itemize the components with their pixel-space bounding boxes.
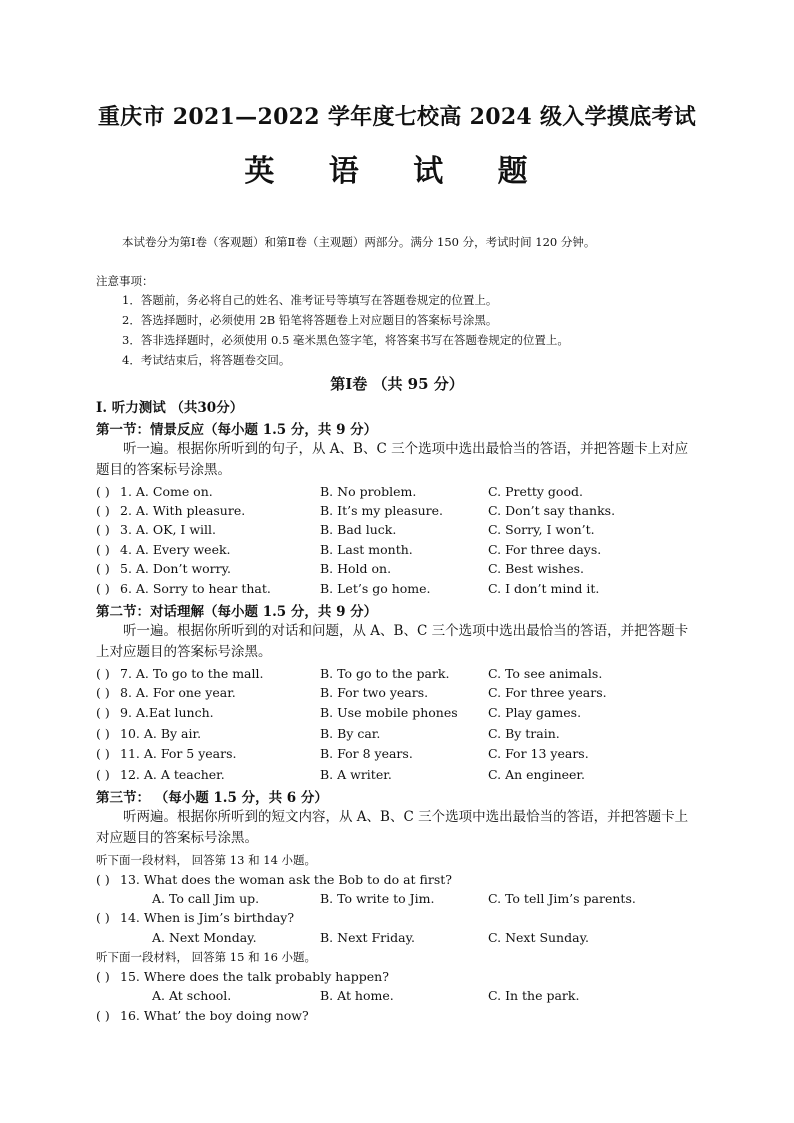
answer-blank[interactable]: ( ) — [96, 910, 110, 925]
option-c: C. An engineer. — [488, 767, 585, 782]
option-b: B. It’s my pleasure. — [320, 503, 444, 518]
options-row — [96, 988, 716, 1006]
question-stem: 13. What does the woman ask the Bob to do at first? — [120, 872, 452, 887]
question-row — [96, 484, 716, 502]
option-b: B. Let’s go home. — [320, 581, 431, 596]
option-a: A. To call Jim up. — [152, 891, 260, 906]
question-row — [96, 969, 716, 987]
question-stem: 16. What’ the boy doing now? — [120, 1008, 309, 1023]
answer-blank[interactable]: ( ) — [96, 969, 110, 984]
answer-blank[interactable]: ( ) — [96, 561, 110, 576]
question-row — [96, 542, 716, 560]
option-a: 11. A. For 5 years. — [120, 746, 237, 761]
option-a: A. Next Monday. — [152, 930, 257, 945]
material-note: 听下面一段材料， 回答第 15 和 16 小题。 — [96, 950, 317, 964]
option-a: 1. A. Come on. — [120, 484, 213, 499]
option-c: C. To see animals. — [488, 666, 603, 681]
option-c: C. Play games. — [488, 705, 582, 720]
question-row — [96, 767, 716, 785]
answer-blank[interactable]: ( ) — [96, 522, 110, 537]
option-b: B. Use mobile phones — [320, 705, 458, 720]
option-a: 5. A. Don’t worry. — [120, 561, 231, 576]
option-c: C. Sorry, I won’t. — [488, 522, 595, 537]
option-a: 4. A. Every week. — [120, 542, 231, 557]
part-one-title: 第Ⅰ卷 （共 95 分） — [330, 375, 464, 393]
exam-intro: 本试卷分为第Ⅰ卷（客观题）和第Ⅱ卷（主观题）两部分。满分 150 分，考试时间 120 分钟。 — [122, 235, 596, 249]
question-row — [96, 685, 716, 703]
option-b: B. To write to Jim. — [320, 891, 435, 906]
option-b: B. At home. — [320, 988, 394, 1003]
option-c: C. Don’t say thanks. — [488, 503, 616, 518]
answer-blank[interactable]: ( ) — [96, 726, 110, 741]
options-row — [96, 891, 716, 909]
answer-blank[interactable]: ( ) — [96, 542, 110, 557]
notice-item: 1．答题前，务必将自己的姓名、准考证号等填写在答题卷规定的位置上。 — [122, 293, 498, 307]
notice-item: 4．考试结束后，将答题卷交回。 — [122, 353, 291, 367]
answer-blank[interactable]: ( ) — [96, 666, 110, 681]
answer-blank[interactable]: ( ) — [96, 872, 110, 887]
question-row — [96, 910, 716, 928]
question-row — [96, 1008, 716, 1026]
option-c: C. By train. — [488, 726, 560, 741]
answer-blank[interactable]: ( ) — [96, 685, 110, 700]
question-stem: 15. Where does the talk probably happen? — [120, 969, 389, 984]
option-a: 2. A. With pleasure. — [120, 503, 246, 518]
question-row — [96, 746, 716, 764]
option-b: B. Bad luck. — [320, 522, 397, 537]
option-a: 7. A. To go to the mall. — [120, 666, 264, 681]
option-b: B. No problem. — [320, 484, 417, 499]
option-b: B. Next Friday. — [320, 930, 415, 945]
option-b: B. Hold on. — [320, 561, 392, 576]
notice-heading: 注意事项： — [96, 274, 154, 288]
option-a: 10. A. By air. — [120, 726, 202, 741]
option-c: C. Pretty good. — [488, 484, 583, 499]
option-b: B. By car. — [320, 726, 381, 741]
answer-blank[interactable]: ( ) — [96, 484, 110, 499]
answer-blank[interactable]: ( ) — [96, 746, 110, 761]
option-c: C. For three years. — [488, 685, 607, 700]
option-b: B. To go to the park. — [320, 666, 450, 681]
exam-title: 重庆市 2021—2022 学年度七校高 2024 级入学摸底考试 — [97, 104, 697, 130]
option-c: C. I don’t mind it. — [488, 581, 600, 596]
option-c: C. For 13 years. — [488, 746, 589, 761]
section-listening-heading: I. 听力测试 （共30分） — [96, 400, 244, 416]
question-row — [96, 561, 716, 579]
option-b: B. For two years. — [320, 685, 429, 700]
option-a: A. At school. — [152, 988, 232, 1003]
option-c: C. Best wishes. — [488, 561, 585, 576]
question-row — [96, 581, 716, 599]
question-row — [96, 503, 716, 521]
material-note: 听下面一段材料， 回答第 13 和 14 小题。 — [96, 853, 317, 867]
option-a: 9. A.Eat lunch. — [120, 705, 214, 720]
answer-blank[interactable]: ( ) — [96, 503, 110, 518]
question-stem: 14. When is Jim’s birthday? — [120, 910, 295, 925]
question-row — [96, 666, 716, 684]
option-a: 6. A. Sorry to hear that. — [120, 581, 271, 596]
subsection-2-instruction: 听一遍。根据你所听到的对话和问题，从 A、B、C 三个选项中选出最恰当的答语，并把答题卡上对应题目的答案标号涂黑。 — [96, 623, 689, 660]
question-row — [96, 872, 716, 890]
subsection-1-heading: 第一节：情景反应（每小题 1.5 分，共 9 分） — [96, 422, 378, 438]
subsection-3-instruction: 听两遍。根据你所听到的短文内容，从 A、B、C 三个选项中选出最恰当的答语，并把答题卡上对应题目的答案标号涂黑。 — [96, 809, 689, 846]
subsection-2-heading: 第二节：对话理解（每小题 1.5 分，共 9 分） — [96, 604, 378, 620]
option-a: 3. A. OK, I will. — [120, 522, 216, 537]
question-row — [96, 726, 716, 744]
option-c: C. To tell Jim’s parents. — [488, 891, 636, 906]
option-a: 12. A. A teacher. — [120, 767, 225, 782]
option-b: B. A writer. — [320, 767, 392, 782]
notice-item: 3．答非选择题时，必须使用 0.5 毫米黑色签字笔，将答案书写在答题卷规定的位置上。 — [122, 333, 569, 347]
question-row — [96, 705, 716, 723]
answer-blank[interactable]: ( ) — [96, 767, 110, 782]
subsection-3-heading: 第三节： （每小题 1.5 分，共 6 分） — [96, 790, 328, 806]
subsection-1-instruction: 听一遍。根据你所听到的句子，从 A、B、C 三个选项中选出最恰当的答语，并把答题卡上对应题目的答案标号涂黑。 — [96, 441, 689, 478]
answer-blank[interactable]: ( ) — [96, 705, 110, 720]
option-b: B. Last month. — [320, 542, 413, 557]
question-row — [96, 522, 716, 540]
notice-item: 2．答选择题时，必须使用 2B 铅笔将答题卷上对应题目的答案标号涂黑。 — [122, 313, 498, 327]
subject-title: 英 语 试 题 — [244, 154, 550, 189]
answer-blank[interactable]: ( ) — [96, 1008, 110, 1023]
option-c: C. In the park. — [488, 988, 580, 1003]
option-a: 8. A. For one year. — [120, 685, 236, 700]
option-c: C. Next Sunday. — [488, 930, 589, 945]
option-b: B. For 8 years. — [320, 746, 413, 761]
options-row — [96, 930, 716, 948]
option-c: C. For three days. — [488, 542, 602, 557]
answer-blank[interactable]: ( ) — [96, 581, 110, 596]
